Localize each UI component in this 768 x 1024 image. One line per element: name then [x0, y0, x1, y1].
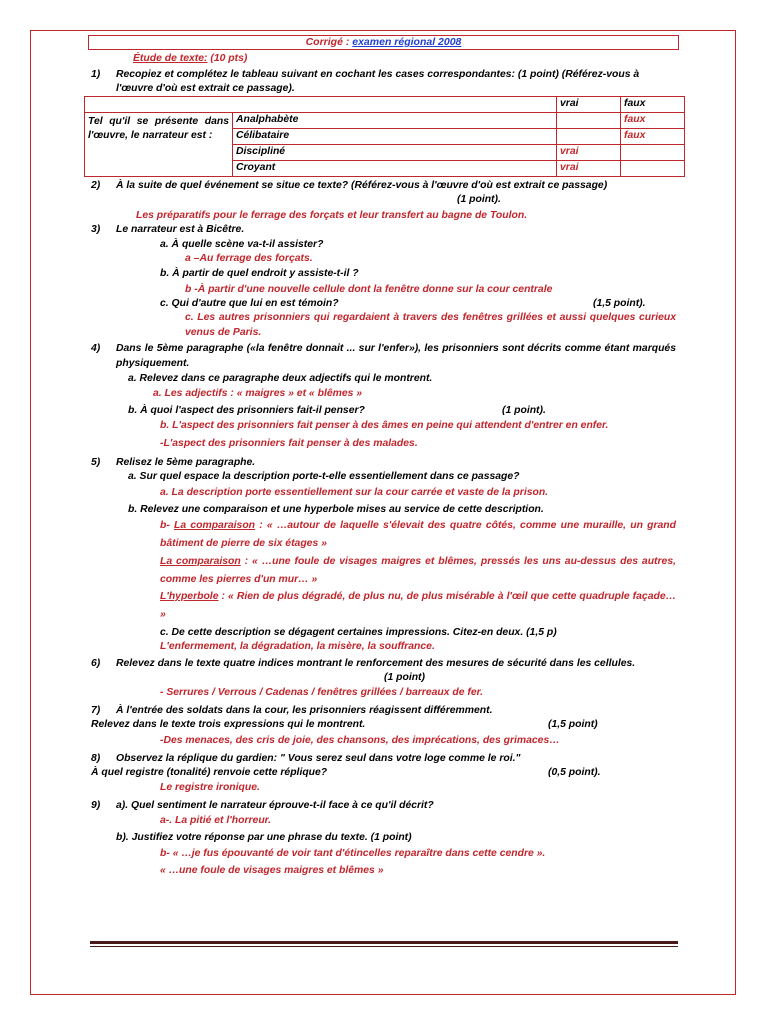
cell-faux — [621, 161, 685, 177]
q3-c-points: (1,5 point). — [593, 298, 646, 309]
q7-text: À l'entrée des soldats dans la cour, les prisonniers réagissent différemment. — [116, 705, 493, 716]
q3-text: Le narrateur est à Bicêtre. — [116, 224, 245, 235]
q4-b-points: (1 point). — [502, 405, 546, 416]
q3-number: 3) — [91, 224, 101, 235]
q6-number: 6) — [91, 658, 101, 669]
q5-b: b. Relevez une comparaison et une hyperbole mises au service de cette description. — [128, 504, 544, 515]
q4-b: b. À quoi l'aspect des prisonniers fait-il penser? — [128, 405, 365, 416]
q5-a-answer: a. La description porte essentiellement sur la cour carrée et vaste de la prison. — [160, 487, 549, 498]
q4-text: Dans le 5ème paragraphe («la fenêtre donnait ... sur l'enfer»), les prisonniers sont décrits comme étant marqués physiquement. — [116, 343, 676, 369]
col-faux: faux — [621, 97, 685, 113]
table-header-row — [85, 97, 685, 113]
q2-points: (1 point). — [457, 194, 501, 205]
q9-a-answer: a-. La pitié et l'horreur. — [160, 815, 272, 826]
q8-number: 8) — [91, 753, 101, 764]
q2-answer: Les préparatifs pour le ferrage des forçats et leur transfert au bagne de Toulon. — [136, 210, 528, 221]
cell-vrai: vrai — [557, 145, 621, 161]
q5-text: Relisez le 5ème paragraphe. — [116, 457, 256, 468]
q8-points: (0,5 point). — [548, 767, 601, 778]
q5-comparison-2: La comparaison : « …une foule de visages maigres et blêmes, pressés les uns au-dessus des autres, comme les pierres d'un mur… » — [160, 556, 676, 585]
q3-a: a. À quelle scène va-t-il assister? — [160, 239, 324, 250]
q9-number: 9) — [91, 800, 101, 811]
header-bar — [88, 35, 679, 50]
q1-number: 1) — [91, 69, 101, 80]
trait-label: Célibataire — [233, 129, 557, 145]
q9-b-answer-2: « …une foule de visages maigres et blêmes » — [160, 865, 384, 876]
q4-number: 4) — [91, 343, 101, 354]
q9-a: a). Quel sentiment le narrateur éprouve-t-il face à ce qu'il décrit? — [116, 800, 434, 811]
q1-table — [84, 96, 685, 177]
q1-text-2: l'œuvre d'où est extrait ce passage). — [116, 83, 295, 94]
q2-number: 2) — [91, 180, 101, 191]
col-vrai: vrai — [557, 97, 621, 113]
q6-answer: - Serrures / Verrous / Cadenas / fenêtres grillées / barreaux de fer. — [160, 687, 484, 698]
q5-comparison-1: b- La comparaison : « …autour de laquelle s'élevait des quatre côtés, comme une muraille, un grand bâtiment de pierre de six étages » — [160, 520, 676, 549]
q3-a-answer: a –Au ferrage des forçats. — [185, 253, 313, 264]
table-row — [85, 113, 685, 129]
header-link[interactable]: examen régional 2008 — [352, 36, 462, 48]
q8-text: Observez la réplique du gardien: " Vous serez seul dans votre loge comme le roi." — [116, 753, 521, 764]
cell-vrai — [557, 113, 621, 129]
q6-text: Relevez dans le texte quatre indices montrant le renforcement des mesures de sécurité dans les cellules. — [116, 658, 636, 669]
trait-label: Discipliné — [233, 145, 557, 161]
q8-text-2: À quel registre (tonalité) renvoie cette réplique? — [91, 767, 328, 778]
header-prefix: Corrigé : — [305, 36, 353, 48]
section-title: Étude de texte: (10 pts) — [133, 53, 248, 64]
row-label: Tel qu'il se présente dans l'œuvre, le narrateur est : — [85, 113, 233, 177]
q4-a-answer: a. Les adjectifs : « maigres » et « blêmes » — [153, 388, 363, 399]
q3-b: b. À partir de quel endroit y assiste-t-il ? — [160, 268, 359, 279]
footer-rule-thin — [90, 946, 678, 947]
q4-a: a. Relevez dans ce paragraphe deux adjectifs qui le montrent. — [128, 373, 433, 384]
q6-points: (1 point) — [384, 672, 425, 683]
cell-vrai — [557, 129, 621, 145]
cell-faux: faux — [621, 129, 685, 145]
cell-vrai: vrai — [557, 161, 621, 177]
q5-number: 5) — [91, 457, 101, 468]
q7-text-2: Relevez dans le texte trois expressions qui le montrent. — [91, 719, 366, 730]
q3-c: c. Qui d'autre que lui en est témoin? — [160, 298, 339, 309]
q5-c-answer: L'enfermement, la dégradation, la misère, la souffrance. — [160, 641, 435, 652]
q7-number: 7) — [91, 705, 101, 716]
q8-answer: Le registre ironique. — [160, 782, 260, 793]
q2-text: À la suite de quel événement se situe ce texte? (Référez-vous à l'œuvre d'où est extrait ce passage) — [116, 180, 608, 191]
q4-b-answer-2: -L'aspect des prisonniers fait penser à des malades. — [160, 438, 418, 449]
q9-b-answer-1: b- « …je fus épouvanté de voir tant d'étincelles reparaître dans cette cendre ». — [160, 848, 546, 859]
q7-points: (1,5 point) — [548, 719, 598, 730]
q1-text: Recopiez et complétez le tableau suivant en cochant les cases correspondantes: (1 point) (Référez-vous à — [116, 69, 640, 80]
q4-b-answer-1: b. L'aspect des prisonniers fait penser à des âmes en peine qui attendent d'entrer en enfer. — [160, 420, 609, 431]
trait-label: Analphabète — [233, 113, 557, 129]
q7-answer: -Des menaces, des cris de joie, des chansons, des imprécations, des grimaces… — [160, 735, 560, 746]
footer-rule-thick — [90, 941, 678, 944]
q3-c-answer: c. Les autres prisonniers qui regardaient à travers des fenêtres grillées et aussi quelques curieux venus de Paris. — [185, 312, 676, 338]
cell-faux — [621, 145, 685, 161]
trait-label: Croyant — [233, 161, 557, 177]
q5-c: c. De cette description se dégagent certaines impressions. Citez-en deux. (1,5 p) — [160, 627, 557, 638]
cell-faux: faux — [621, 113, 685, 129]
q5-a: a. Sur quel espace la description porte-t-elle essentiellement dans ce passage? — [128, 471, 520, 482]
q9-b: b). Justifiez votre réponse par une phrase du texte. (1 point) — [116, 832, 412, 843]
q5-hyperbole: L'hyperbole : « Rien de plus dégradé, de plus nu, de plus misérable à l'œil que cette quadruple façade… » — [160, 591, 676, 620]
q3-b-answer: b -À partir d'une nouvelle cellule dont la fenêtre donne sur la cour centrale — [185, 284, 553, 295]
